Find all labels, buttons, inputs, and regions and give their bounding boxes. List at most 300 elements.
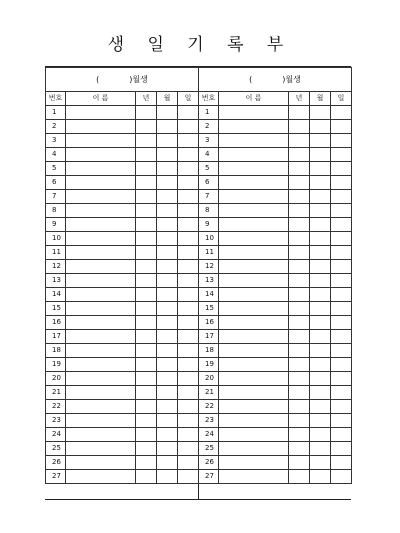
- col-header-month: 월: [157, 92, 178, 106]
- table-row: [46, 372, 199, 386]
- name-cell[interactable]: [66, 428, 136, 442]
- month-cell[interactable]: [310, 134, 331, 148]
- table-row: [199, 148, 352, 162]
- day-cell[interactable]: [331, 148, 352, 162]
- month-suffix-label: )월생: [129, 75, 148, 84]
- month-cell[interactable]: [310, 372, 331, 386]
- day-cell[interactable]: [178, 260, 199, 274]
- day-cell[interactable]: [331, 414, 352, 428]
- name-cell[interactable]: [219, 344, 289, 358]
- month-cell[interactable]: [157, 218, 178, 232]
- year-cell[interactable]: [136, 260, 157, 274]
- month-cell[interactable]: [157, 274, 178, 288]
- year-cell[interactable]: [136, 358, 157, 372]
- table-row: [199, 204, 352, 218]
- day-cell[interactable]: [178, 344, 199, 358]
- row-number: 10: [199, 232, 219, 246]
- day-cell[interactable]: [178, 274, 199, 288]
- year-cell[interactable]: [289, 162, 310, 176]
- row-number: 17: [199, 330, 219, 344]
- year-cell[interactable]: [136, 330, 157, 344]
- year-cell[interactable]: [136, 232, 157, 246]
- day-cell[interactable]: [178, 106, 199, 120]
- month-cell[interactable]: [310, 176, 331, 190]
- day-cell[interactable]: [331, 442, 352, 456]
- day-cell[interactable]: [178, 316, 199, 330]
- row-number: 2: [199, 120, 219, 134]
- year-cell[interactable]: [289, 428, 310, 442]
- col-header-number: 번호: [199, 92, 219, 106]
- day-cell[interactable]: [331, 386, 352, 400]
- table-row: [199, 344, 352, 358]
- register-table-left: [45, 67, 199, 484]
- row-number: 8: [46, 204, 66, 218]
- year-cell[interactable]: [136, 106, 157, 120]
- name-cell[interactable]: [219, 442, 289, 456]
- day-cell[interactable]: [331, 316, 352, 330]
- year-cell[interactable]: [289, 288, 310, 302]
- day-cell[interactable]: [331, 274, 352, 288]
- day-cell[interactable]: [178, 176, 199, 190]
- day-cell[interactable]: [331, 134, 352, 148]
- col-header-day: 일: [331, 92, 352, 106]
- month-header-cell[interactable]: [199, 68, 352, 92]
- month-cell[interactable]: [310, 456, 331, 470]
- day-cell[interactable]: [178, 400, 199, 414]
- year-cell[interactable]: [289, 190, 310, 204]
- day-cell[interactable]: [178, 372, 199, 386]
- month-cell[interactable]: [310, 288, 331, 302]
- col-header-number: 번호: [46, 92, 66, 106]
- day-cell[interactable]: [178, 386, 199, 400]
- day-cell[interactable]: [178, 190, 199, 204]
- table-row: [46, 204, 199, 218]
- year-cell[interactable]: [289, 456, 310, 470]
- table-row: [46, 218, 199, 232]
- col-header-year: 년: [136, 92, 157, 106]
- month-cell[interactable]: [310, 120, 331, 134]
- month-cell[interactable]: [157, 428, 178, 442]
- table-row: [46, 330, 199, 344]
- month-cell[interactable]: [157, 120, 178, 134]
- name-cell[interactable]: [219, 190, 289, 204]
- row-number: 8: [199, 204, 219, 218]
- year-cell[interactable]: [136, 246, 157, 260]
- month-cell[interactable]: [157, 442, 178, 456]
- table-row: [199, 400, 352, 414]
- month-cell[interactable]: [157, 190, 178, 204]
- day-cell[interactable]: [178, 162, 199, 176]
- year-cell[interactable]: [136, 386, 157, 400]
- table-row: [46, 316, 199, 330]
- month-cell[interactable]: [157, 456, 178, 470]
- row-number: 24: [199, 428, 219, 442]
- year-cell[interactable]: [289, 358, 310, 372]
- month-cell[interactable]: [310, 260, 331, 274]
- year-cell[interactable]: [289, 386, 310, 400]
- name-cell[interactable]: [66, 260, 136, 274]
- day-cell[interactable]: [178, 442, 199, 456]
- month-cell[interactable]: [157, 232, 178, 246]
- day-cell[interactable]: [331, 288, 352, 302]
- month-cell[interactable]: [310, 232, 331, 246]
- row-number: 21: [199, 386, 219, 400]
- day-cell[interactable]: [178, 246, 199, 260]
- day-cell[interactable]: [331, 204, 352, 218]
- year-cell[interactable]: [289, 414, 310, 428]
- name-cell[interactable]: [219, 288, 289, 302]
- year-cell[interactable]: [289, 148, 310, 162]
- month-cell[interactable]: [310, 148, 331, 162]
- name-cell[interactable]: [219, 316, 289, 330]
- name-cell[interactable]: [219, 218, 289, 232]
- month-cell[interactable]: [157, 204, 178, 218]
- year-cell[interactable]: [289, 246, 310, 260]
- name-cell[interactable]: [66, 232, 136, 246]
- year-cell[interactable]: [136, 134, 157, 148]
- row-number: 6: [46, 176, 66, 190]
- year-cell[interactable]: [136, 316, 157, 330]
- month-cell[interactable]: [310, 442, 331, 456]
- name-cell[interactable]: [219, 386, 289, 400]
- table-row: [199, 246, 352, 260]
- year-cell[interactable]: [136, 414, 157, 428]
- table-row: [199, 330, 352, 344]
- year-cell[interactable]: [136, 344, 157, 358]
- month-cell[interactable]: [157, 358, 178, 372]
- row-number: 5: [199, 162, 219, 176]
- day-cell[interactable]: [178, 232, 199, 246]
- month-open-paren: (: [249, 75, 253, 84]
- row-number: 14: [46, 288, 66, 302]
- row-number: 7: [199, 190, 219, 204]
- day-cell[interactable]: [331, 162, 352, 176]
- day-cell[interactable]: [178, 148, 199, 162]
- month-cell[interactable]: [157, 260, 178, 274]
- year-cell[interactable]: [136, 288, 157, 302]
- name-cell[interactable]: [66, 274, 136, 288]
- table-row: [46, 190, 199, 204]
- day-cell[interactable]: [331, 232, 352, 246]
- name-cell[interactable]: [66, 120, 136, 134]
- month-cell[interactable]: [157, 470, 178, 484]
- year-cell[interactable]: [289, 400, 310, 414]
- table-row: [46, 246, 199, 260]
- name-cell[interactable]: [66, 176, 136, 190]
- month-cell[interactable]: [310, 358, 331, 372]
- row-number: 24: [46, 428, 66, 442]
- name-cell[interactable]: [219, 232, 289, 246]
- name-cell[interactable]: [66, 162, 136, 176]
- name-cell[interactable]: [219, 302, 289, 316]
- row-number: 9: [46, 218, 66, 232]
- year-cell[interactable]: [289, 232, 310, 246]
- name-cell[interactable]: [219, 414, 289, 428]
- name-cell[interactable]: [219, 400, 289, 414]
- name-cell[interactable]: [219, 176, 289, 190]
- day-cell[interactable]: [331, 330, 352, 344]
- name-cell[interactable]: [66, 204, 136, 218]
- month-cell[interactable]: [157, 106, 178, 120]
- name-cell[interactable]: [66, 218, 136, 232]
- name-cell[interactable]: [219, 274, 289, 288]
- year-cell[interactable]: [289, 106, 310, 120]
- year-cell[interactable]: [289, 134, 310, 148]
- name-cell[interactable]: [219, 470, 289, 484]
- year-cell[interactable]: [136, 120, 157, 134]
- table-row: [199, 442, 352, 456]
- name-cell[interactable]: [219, 330, 289, 344]
- row-number: 15: [199, 302, 219, 316]
- year-cell[interactable]: [289, 330, 310, 344]
- row-number: 17: [46, 330, 66, 344]
- name-cell[interactable]: [219, 120, 289, 134]
- name-cell[interactable]: [66, 246, 136, 260]
- year-cell[interactable]: [136, 162, 157, 176]
- row-number: 5: [46, 162, 66, 176]
- column-header-row-right: [199, 92, 352, 106]
- month-cell[interactable]: [157, 372, 178, 386]
- name-cell[interactable]: [66, 372, 136, 386]
- month-cell[interactable]: [310, 428, 331, 442]
- day-cell[interactable]: [331, 372, 352, 386]
- month-cell[interactable]: [310, 330, 331, 344]
- table-row: [199, 232, 352, 246]
- table-row: [199, 316, 352, 330]
- year-cell[interactable]: [136, 274, 157, 288]
- day-cell[interactable]: [331, 400, 352, 414]
- name-cell[interactable]: [66, 470, 136, 484]
- name-cell[interactable]: [219, 428, 289, 442]
- month-cell[interactable]: [157, 162, 178, 176]
- name-cell[interactable]: [66, 456, 136, 470]
- month-cell[interactable]: [310, 316, 331, 330]
- day-cell[interactable]: [331, 246, 352, 260]
- year-cell[interactable]: [136, 372, 157, 386]
- page-title: 생 일 기 록 부: [107, 35, 293, 55]
- month-cell[interactable]: [310, 162, 331, 176]
- table-row: [46, 260, 199, 274]
- year-cell[interactable]: [289, 372, 310, 386]
- day-cell[interactable]: [178, 470, 199, 484]
- name-cell[interactable]: [66, 302, 136, 316]
- day-cell[interactable]: [178, 330, 199, 344]
- month-header-cell[interactable]: [46, 68, 199, 92]
- year-cell[interactable]: [289, 302, 310, 316]
- month-cell[interactable]: [310, 470, 331, 484]
- day-cell[interactable]: [178, 414, 199, 428]
- row-number: 27: [199, 470, 219, 484]
- column-header-row-left: [46, 92, 199, 106]
- row-number: 11: [199, 246, 219, 260]
- row-number: 1: [199, 106, 219, 120]
- row-number: 13: [46, 274, 66, 288]
- month-cell[interactable]: [157, 176, 178, 190]
- table-row: [199, 386, 352, 400]
- day-cell[interactable]: [178, 134, 199, 148]
- name-cell[interactable]: [219, 358, 289, 372]
- day-cell[interactable]: [331, 190, 352, 204]
- name-cell[interactable]: [66, 134, 136, 148]
- row-number: 25: [199, 442, 219, 456]
- table-row: [199, 274, 352, 288]
- year-cell[interactable]: [136, 190, 157, 204]
- table-row: [199, 428, 352, 442]
- month-cell[interactable]: [157, 288, 178, 302]
- month-cell[interactable]: [157, 400, 178, 414]
- table-row: [46, 470, 199, 484]
- name-cell[interactable]: [219, 204, 289, 218]
- name-cell[interactable]: [66, 148, 136, 162]
- year-cell[interactable]: [136, 204, 157, 218]
- table-row: [46, 106, 199, 120]
- year-cell[interactable]: [289, 316, 310, 330]
- name-cell[interactable]: [66, 344, 136, 358]
- day-cell[interactable]: [331, 358, 352, 372]
- day-cell[interactable]: [178, 120, 199, 134]
- table-row: [199, 260, 352, 274]
- month-cell[interactable]: [157, 386, 178, 400]
- row-number: 20: [46, 372, 66, 386]
- year-cell[interactable]: [289, 274, 310, 288]
- year-cell[interactable]: [136, 456, 157, 470]
- col-header-day: 일: [178, 92, 199, 106]
- row-number: 12: [199, 260, 219, 274]
- month-cell[interactable]: [157, 414, 178, 428]
- month-cell[interactable]: [310, 302, 331, 316]
- col-header-name: 이 름: [219, 92, 289, 106]
- row-number: 11: [46, 246, 66, 260]
- day-cell[interactable]: [178, 218, 199, 232]
- row-number: 19: [199, 358, 219, 372]
- month-cell[interactable]: [310, 190, 331, 204]
- month-cell[interactable]: [310, 414, 331, 428]
- col-header-name: 이 름: [66, 92, 136, 106]
- day-cell[interactable]: [331, 428, 352, 442]
- month-cell[interactable]: [157, 316, 178, 330]
- year-cell[interactable]: [136, 470, 157, 484]
- name-cell[interactable]: [219, 246, 289, 260]
- day-cell[interactable]: [331, 120, 352, 134]
- month-cell[interactable]: [157, 330, 178, 344]
- name-cell[interactable]: [66, 330, 136, 344]
- day-cell[interactable]: [331, 302, 352, 316]
- month-cell[interactable]: [310, 386, 331, 400]
- name-cell[interactable]: [219, 106, 289, 120]
- day-cell[interactable]: [178, 456, 199, 470]
- row-number: 3: [46, 134, 66, 148]
- year-cell[interactable]: [136, 400, 157, 414]
- year-cell[interactable]: [289, 470, 310, 484]
- month-cell[interactable]: [310, 106, 331, 120]
- year-cell[interactable]: [289, 260, 310, 274]
- year-cell[interactable]: [289, 120, 310, 134]
- name-cell[interactable]: [219, 372, 289, 386]
- month-header-row-right: [199, 68, 352, 92]
- day-cell[interactable]: [331, 218, 352, 232]
- birthday-register-sheet: [45, 66, 351, 500]
- month-cell[interactable]: [310, 246, 331, 260]
- day-cell[interactable]: [178, 428, 199, 442]
- name-cell[interactable]: [66, 414, 136, 428]
- name-cell[interactable]: [66, 442, 136, 456]
- row-number: 9: [199, 218, 219, 232]
- month-cell[interactable]: [310, 344, 331, 358]
- table-row: [199, 190, 352, 204]
- day-cell[interactable]: [178, 358, 199, 372]
- name-cell[interactable]: [66, 288, 136, 302]
- year-cell[interactable]: [289, 218, 310, 232]
- month-header-row-left: [46, 68, 199, 92]
- table-row: [199, 358, 352, 372]
- year-cell[interactable]: [136, 442, 157, 456]
- year-cell[interactable]: [136, 302, 157, 316]
- month-cell[interactable]: [157, 148, 178, 162]
- row-number: 4: [199, 148, 219, 162]
- table-row: [46, 428, 199, 442]
- table-row: [199, 218, 352, 232]
- day-cell[interactable]: [331, 470, 352, 484]
- row-number: 26: [199, 456, 219, 470]
- row-number: 6: [199, 176, 219, 190]
- month-cell[interactable]: [310, 274, 331, 288]
- day-cell[interactable]: [178, 288, 199, 302]
- table-row: [199, 372, 352, 386]
- day-cell[interactable]: [178, 204, 199, 218]
- year-cell[interactable]: [136, 218, 157, 232]
- month-cell[interactable]: [157, 246, 178, 260]
- row-number: 16: [46, 316, 66, 330]
- month-cell[interactable]: [310, 218, 331, 232]
- month-cell[interactable]: [157, 134, 178, 148]
- year-cell[interactable]: [136, 428, 157, 442]
- day-cell[interactable]: [331, 456, 352, 470]
- year-cell[interactable]: [136, 176, 157, 190]
- year-cell[interactable]: [289, 204, 310, 218]
- table-row: [46, 358, 199, 372]
- name-cell[interactable]: [219, 456, 289, 470]
- month-cell[interactable]: [310, 400, 331, 414]
- name-cell[interactable]: [219, 148, 289, 162]
- name-cell[interactable]: [66, 400, 136, 414]
- name-cell[interactable]: [66, 106, 136, 120]
- day-cell[interactable]: [331, 260, 352, 274]
- day-cell[interactable]: [331, 106, 352, 120]
- row-number: 19: [46, 358, 66, 372]
- day-cell[interactable]: [178, 302, 199, 316]
- name-cell[interactable]: [219, 260, 289, 274]
- table-row: [46, 148, 199, 162]
- name-cell[interactable]: [219, 134, 289, 148]
- year-cell[interactable]: [136, 148, 157, 162]
- year-cell[interactable]: [289, 442, 310, 456]
- month-cell[interactable]: [157, 302, 178, 316]
- year-cell[interactable]: [289, 176, 310, 190]
- month-cell[interactable]: [157, 344, 178, 358]
- name-cell[interactable]: [66, 358, 136, 372]
- name-cell[interactable]: [66, 316, 136, 330]
- row-number: 16: [199, 316, 219, 330]
- month-cell[interactable]: [310, 204, 331, 218]
- name-cell[interactable]: [66, 386, 136, 400]
- name-cell[interactable]: [66, 190, 136, 204]
- month-open-paren: (: [96, 75, 100, 84]
- year-cell[interactable]: [289, 344, 310, 358]
- name-cell[interactable]: [219, 162, 289, 176]
- day-cell[interactable]: [331, 176, 352, 190]
- row-number: 23: [46, 414, 66, 428]
- day-cell[interactable]: [331, 344, 352, 358]
